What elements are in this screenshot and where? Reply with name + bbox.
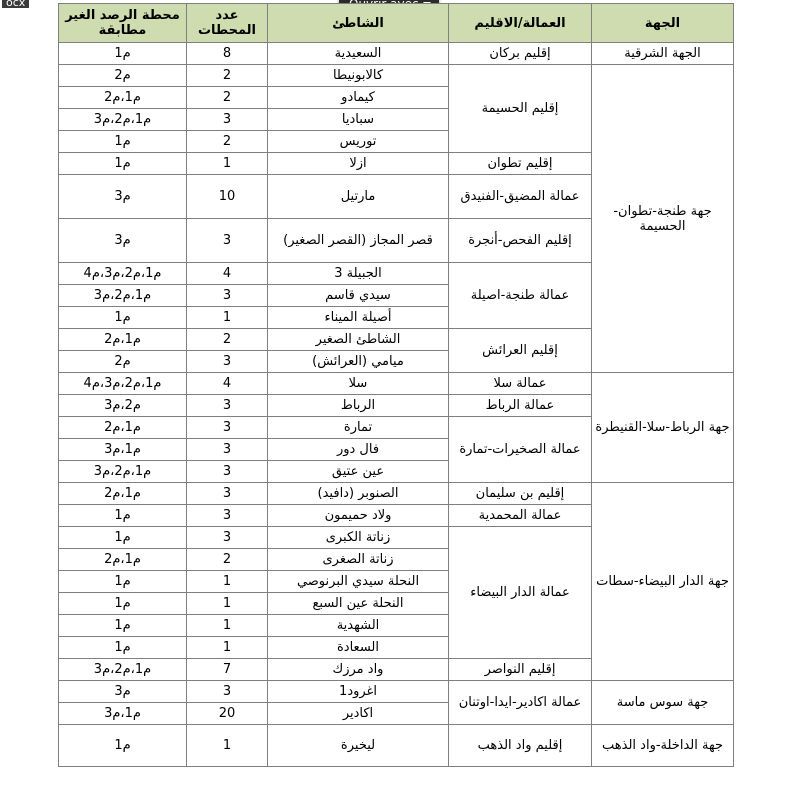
prefecture-cell: إقليم بن سليمان bbox=[449, 483, 592, 505]
count-cell: 3 bbox=[187, 461, 268, 483]
count-cell: 8 bbox=[187, 43, 268, 65]
beach-cell: السعادة bbox=[268, 637, 449, 659]
stations-cell: م3 bbox=[59, 219, 187, 263]
count-cell: 2 bbox=[187, 131, 268, 153]
region-cell: جهة الداخلة-واد الذهب bbox=[592, 725, 734, 767]
beach-stations-table bbox=[58, 3, 734, 767]
prefecture-cell: إقليم العرائش bbox=[449, 329, 592, 373]
prefecture-cell: إقليم تطوان bbox=[449, 153, 592, 175]
prefecture-cell: إقليم بركان bbox=[449, 43, 592, 65]
count-cell: 1 bbox=[187, 615, 268, 637]
count-cell: 3 bbox=[187, 285, 268, 307]
beach-cell: الرباط bbox=[268, 395, 449, 417]
prefecture-cell: إقليم النواصر bbox=[449, 659, 592, 681]
prefecture-cell: إقليم الحسيمة bbox=[449, 65, 592, 153]
beach-cell: ازلا bbox=[268, 153, 449, 175]
stations-cell: م1 bbox=[59, 527, 187, 549]
table-row bbox=[59, 43, 734, 65]
beach-cell: ولاد حميمون bbox=[268, 505, 449, 527]
beach-cell: السعيدية bbox=[268, 43, 449, 65]
stations-cell: م1،م2،م3،م4 bbox=[59, 373, 187, 395]
count-cell: 1 bbox=[187, 637, 268, 659]
region-cell: جهة الرباط-سلا-القنيطرة bbox=[592, 373, 734, 483]
beach-cell: ليخيرة bbox=[268, 725, 449, 767]
prefecture-cell: عمالة سلا bbox=[449, 373, 592, 395]
beach-cell: توريس bbox=[268, 131, 449, 153]
prefecture-cell: إقليم الفحص-أنجرة bbox=[449, 219, 592, 263]
table-row bbox=[59, 483, 734, 505]
count-cell: 4 bbox=[187, 263, 268, 285]
beach-cell: زناتة الصغرى bbox=[268, 549, 449, 571]
region-cell: جهة الدار البيضاء-سطات bbox=[592, 483, 734, 681]
count-cell: 3 bbox=[187, 439, 268, 461]
stations-cell: م1 bbox=[59, 593, 187, 615]
stations-cell: م1 bbox=[59, 505, 187, 527]
prefecture-cell: عمالة طنجة-اصيلة bbox=[449, 263, 592, 329]
beach-cell: واد مرزك bbox=[268, 659, 449, 681]
region-cell: جهة طنجة-تطوان-الحسيمة bbox=[592, 65, 734, 373]
beach-cell: الصنوبر (دافيد) bbox=[268, 483, 449, 505]
count-cell: 3 bbox=[187, 109, 268, 131]
stations-cell: م1 bbox=[59, 725, 187, 767]
stations-cell: م1،م2 bbox=[59, 329, 187, 351]
stations-cell: م3 bbox=[59, 175, 187, 219]
beach-cell: كيمادو bbox=[268, 87, 449, 109]
count-cell: 3 bbox=[187, 483, 268, 505]
stations-cell: م2 bbox=[59, 351, 187, 373]
stations-cell: م1 bbox=[59, 153, 187, 175]
prefecture-cell: عمالة الصخيرات-تمارة bbox=[449, 417, 592, 483]
stations-cell: م1،م2،م3 bbox=[59, 461, 187, 483]
beach-cell: النحلة عين السبع bbox=[268, 593, 449, 615]
prefecture-cell: عمالة المضيق-الفنيدق bbox=[449, 175, 592, 219]
table-row bbox=[59, 65, 734, 87]
prefecture-cell: عمالة المحمدية bbox=[449, 505, 592, 527]
table-row bbox=[59, 373, 734, 395]
count-cell: 3 bbox=[187, 417, 268, 439]
beach-cell: سيدي قاسم bbox=[268, 285, 449, 307]
count-cell: 3 bbox=[187, 527, 268, 549]
beach-cell: تمارة bbox=[268, 417, 449, 439]
stations-cell: م1،م2 bbox=[59, 483, 187, 505]
beach-cell: فال دور bbox=[268, 439, 449, 461]
count-cell: 7 bbox=[187, 659, 268, 681]
count-cell: 3 bbox=[187, 351, 268, 373]
prefecture-cell: إقليم واد الذهب bbox=[449, 725, 592, 767]
stations-cell: م1،م3 bbox=[59, 439, 187, 461]
prefecture-cell: عمالة الرباط bbox=[449, 395, 592, 417]
stations-cell: م3 bbox=[59, 681, 187, 703]
header-region: الجهة bbox=[592, 4, 734, 43]
beach-cell: الشهدية bbox=[268, 615, 449, 637]
stations-cell: م1 bbox=[59, 571, 187, 593]
document-name-fragment: ocx bbox=[2, 0, 29, 8]
beach-cell: أصيلة الميناء bbox=[268, 307, 449, 329]
stations-cell: م1،م2،م3 bbox=[59, 659, 187, 681]
stations-cell: م1 bbox=[59, 615, 187, 637]
table-header-row bbox=[59, 4, 734, 43]
count-cell: 3 bbox=[187, 219, 268, 263]
beach-cell: سباديا bbox=[268, 109, 449, 131]
count-cell: 3 bbox=[187, 395, 268, 417]
count-cell: 1 bbox=[187, 307, 268, 329]
beach-cell: اغرود1 bbox=[268, 681, 449, 703]
stations-cell: م2،م3 bbox=[59, 395, 187, 417]
prefecture-cell: عمالة اكادير-ايدا-اوتنان bbox=[449, 681, 592, 725]
header-prefecture: العمالة/الاقليم bbox=[449, 4, 592, 43]
stations-cell: م1 bbox=[59, 307, 187, 329]
stations-cell: م1 bbox=[59, 43, 187, 65]
header-beach: الشاطئ bbox=[268, 4, 449, 43]
stations-cell: م1،م2،م3،م4 bbox=[59, 263, 187, 285]
beach-cell: الجبيلة 3 bbox=[268, 263, 449, 285]
count-cell: 20 bbox=[187, 703, 268, 725]
beach-cell: الشاطئ الصغير bbox=[268, 329, 449, 351]
beach-cell: اكادير bbox=[268, 703, 449, 725]
count-cell: 1 bbox=[187, 153, 268, 175]
header-stations: محطة الرصد الغير مطابقة bbox=[59, 4, 187, 43]
header-count: عدد المحطات bbox=[187, 4, 268, 43]
beach-cell: ميامي (العرائش) bbox=[268, 351, 449, 373]
table-row bbox=[59, 681, 734, 703]
stations-cell: م1،م2 bbox=[59, 417, 187, 439]
stations-cell: م1،م2 bbox=[59, 87, 187, 109]
count-cell: 1 bbox=[187, 571, 268, 593]
prefecture-cell: عمالة الدار البيضاء bbox=[449, 527, 592, 659]
count-cell: 10 bbox=[187, 175, 268, 219]
stations-cell: م1،م2،م3 bbox=[59, 109, 187, 131]
beach-cell: قصر المجاز (القصر الصغير) bbox=[268, 219, 449, 263]
table-row bbox=[59, 725, 734, 767]
beach-cell: النحلة سيدي البرنوصي bbox=[268, 571, 449, 593]
count-cell: 2 bbox=[187, 549, 268, 571]
stations-cell: م1 bbox=[59, 131, 187, 153]
count-cell: 2 bbox=[187, 87, 268, 109]
count-cell: 2 bbox=[187, 65, 268, 87]
region-cell: جهة سوس ماسة bbox=[592, 681, 734, 725]
beach-cell: عين عتيق bbox=[268, 461, 449, 483]
count-cell: 3 bbox=[187, 505, 268, 527]
stations-cell: م2 bbox=[59, 65, 187, 87]
stations-cell: م1،م2،م3 bbox=[59, 285, 187, 307]
count-cell: 4 bbox=[187, 373, 268, 395]
count-cell: 3 bbox=[187, 681, 268, 703]
beach-cell: كالابونيطا bbox=[268, 65, 449, 87]
region-cell: الجهة الشرقية bbox=[592, 43, 734, 65]
stations-cell: م1،م3 bbox=[59, 703, 187, 725]
count-cell: 1 bbox=[187, 593, 268, 615]
stations-cell: م1،م2 bbox=[59, 549, 187, 571]
beach-cell: سلا bbox=[268, 373, 449, 395]
count-cell: 2 bbox=[187, 329, 268, 351]
beach-cell: مارتيل bbox=[268, 175, 449, 219]
stations-cell: م1 bbox=[59, 637, 187, 659]
beach-cell: زناتة الكبرى bbox=[268, 527, 449, 549]
count-cell: 1 bbox=[187, 725, 268, 767]
